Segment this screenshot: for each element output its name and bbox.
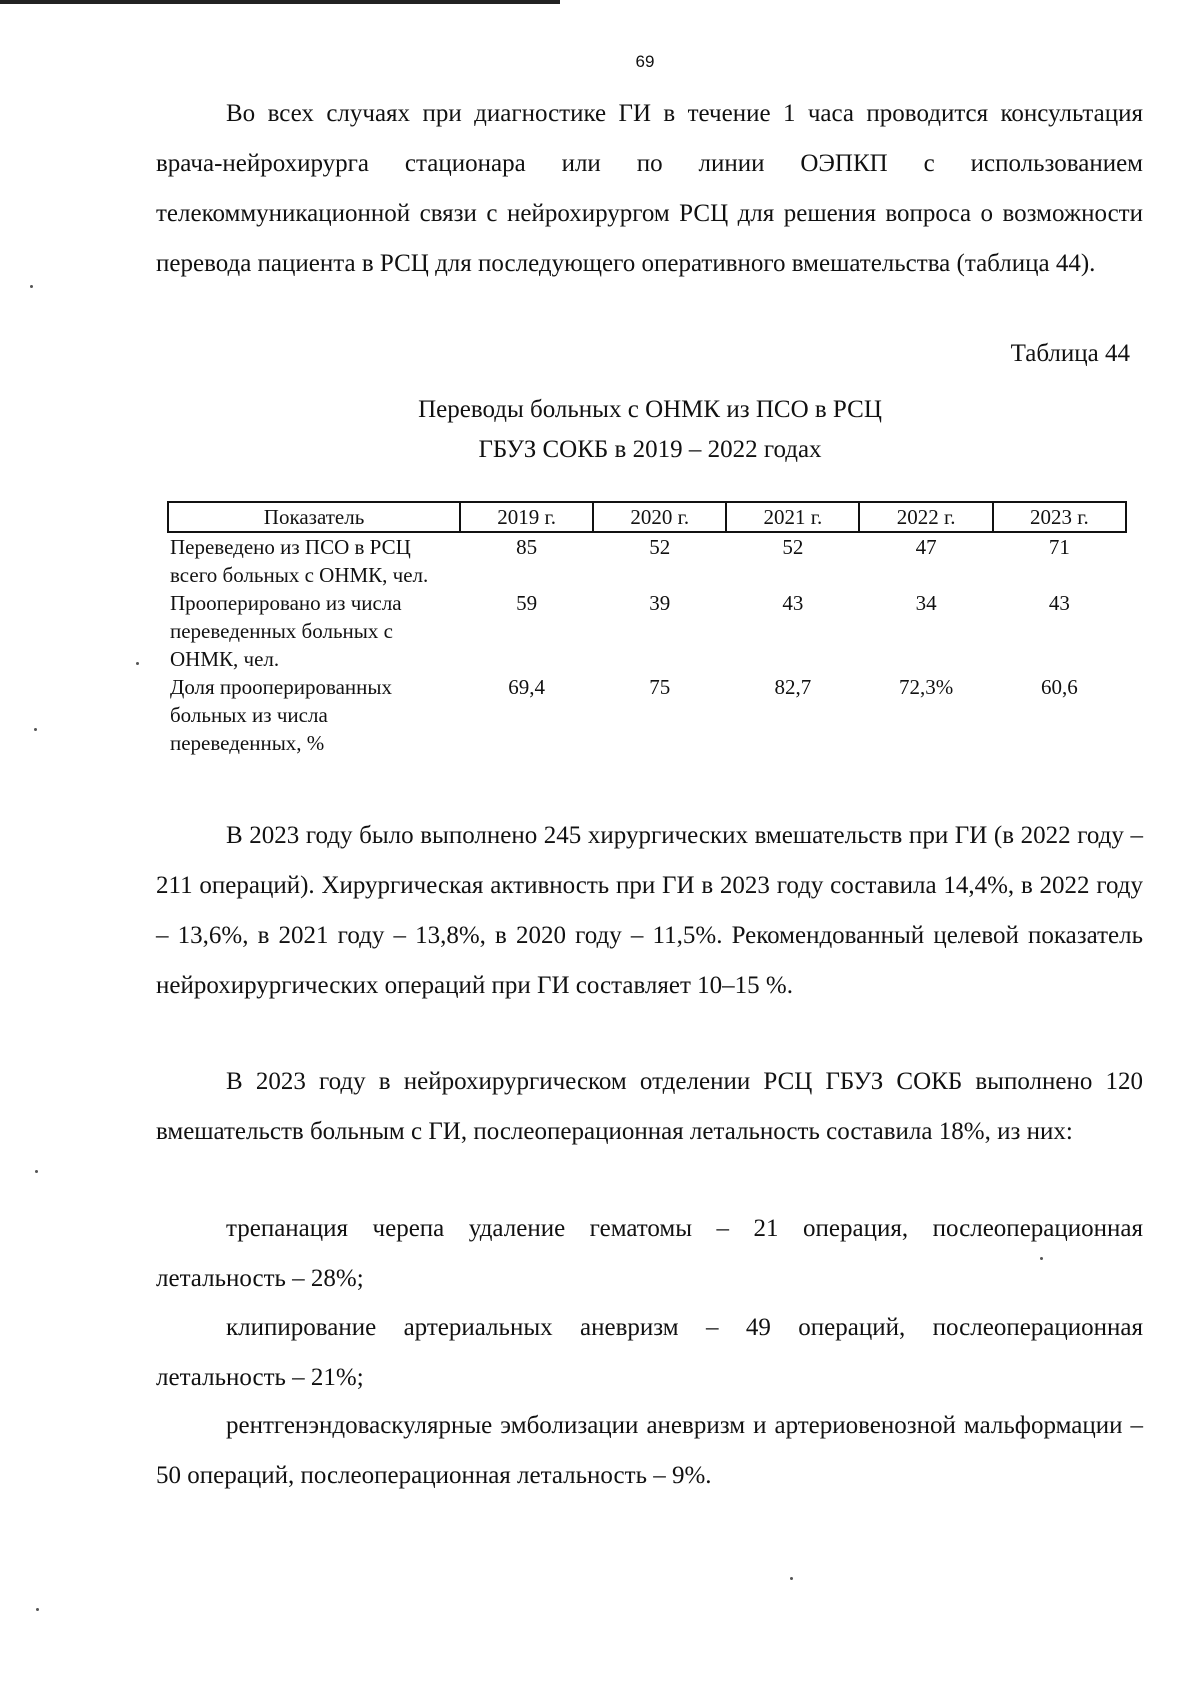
cell-2020: 39 — [649, 591, 671, 615]
cell-2022: 47 — [915, 535, 937, 559]
cell-2021: 43 — [782, 591, 804, 615]
cell-2019: 59 — [516, 591, 538, 615]
row-label: Доля прооперированных больных из числа переведенных, % — [170, 675, 393, 755]
paragraph-clipping: клипирование артериальных аневризм – 49 операций, послеоперационная летальность – 21%; — [156, 1314, 1143, 1391]
scan-speck — [34, 728, 37, 731]
scan-speck — [36, 1608, 39, 1611]
paragraph-neurosurgery-dept: В 2023 году в нейрохирургическом отделении РСЦ ГБУЗ СОКБ выполнено 120 вмешательств больным с ГИ, послеоперационная летальность составила 18%, из них: — [156, 1068, 1143, 1145]
table-title-line-2: ГБУЗ СОКБ в 2019 – 2022 годах — [478, 436, 822, 463]
scan-speck — [136, 662, 139, 665]
page-number: 69 — [635, 52, 655, 71]
cell-2021: 82,7 — [774, 675, 812, 699]
table-title — [150, 390, 1150, 470]
row-label: Прооперировано из числа переведенных больных с ОНМК, чел. — [170, 591, 402, 671]
cell-2023: 71 — [1048, 535, 1070, 559]
table-title-line-1: Переводы больных с ОНМК из ПСО в РСЦ — [418, 396, 882, 423]
paragraph-trepanation: трепанация черепа удаление гематомы – 21 операция, послеоперационная летальность – 28%; — [156, 1215, 1143, 1292]
cell-2022: 72,3% — [898, 675, 954, 699]
header-2021: 2021 г. — [726, 502, 859, 532]
table-row — [168, 589, 1126, 673]
scan-speck — [790, 1577, 793, 1580]
cell-2019: 85 — [516, 535, 538, 559]
paragraph-surgery-stats: В 2023 году было выполнено 245 хирургических вмешательств при ГИ (в 2022 году – 211 операций). Хирургическая активность при ГИ в 2023 году составила 14,4%, в 2022 году – 13,6%, в 2021 году – 13,8%, в 2020 году – 11,5%. Рекомендованный целевой показатель нейрохирургических операций при ГИ составляет 10–15 %. — [156, 822, 1143, 999]
scan-top-rule — [0, 0, 560, 4]
cell-2022: 34 — [915, 591, 937, 615]
header-2019: 2019 г. — [460, 502, 593, 532]
cell-2023: 60,6 — [1041, 675, 1078, 699]
table-row — [168, 673, 1126, 757]
transfers-table — [167, 501, 1127, 757]
cell-2023: 43 — [1048, 591, 1070, 615]
cell-2021: 52 — [782, 535, 804, 559]
row-label: Переведено из ПСО в РСЦ всего больных с ОНМК, чел. — [170, 535, 429, 587]
header-2020: 2020 г. — [593, 502, 726, 532]
scan-speck — [1040, 1257, 1043, 1260]
scan-speck — [35, 1170, 38, 1173]
header-indicator: Показатель — [168, 502, 460, 532]
paragraph-embolization: рентгенэндоваскулярные эмболизации аневризм и артериовенозной мальформации – 50 операций, послеоперационная летальность – 9%. — [156, 1412, 1143, 1489]
table-row — [168, 532, 1126, 589]
header-2023: 2023 г. — [993, 502, 1126, 532]
cell-2019: 69,4 — [508, 675, 545, 699]
header-2022: 2022 г. — [859, 502, 992, 532]
cell-2020: 75 — [649, 675, 671, 699]
table-header-row — [168, 502, 1126, 532]
table-label: Таблица 44 — [1010, 340, 1130, 367]
paragraph-intro: Во всех случаях при диагностике ГИ в течение 1 часа проводится консультация врача-нейрохирурга стационара или по линии ОЭПКП с использованием телекоммуникационной связи с нейрохирургом РСЦ для решения вопроса о возможности перевода пациента в РСЦ для последующего оперативного вмешательства (таблица 44). — [156, 100, 1143, 277]
scan-speck — [30, 285, 33, 288]
cell-2020: 52 — [649, 535, 671, 559]
